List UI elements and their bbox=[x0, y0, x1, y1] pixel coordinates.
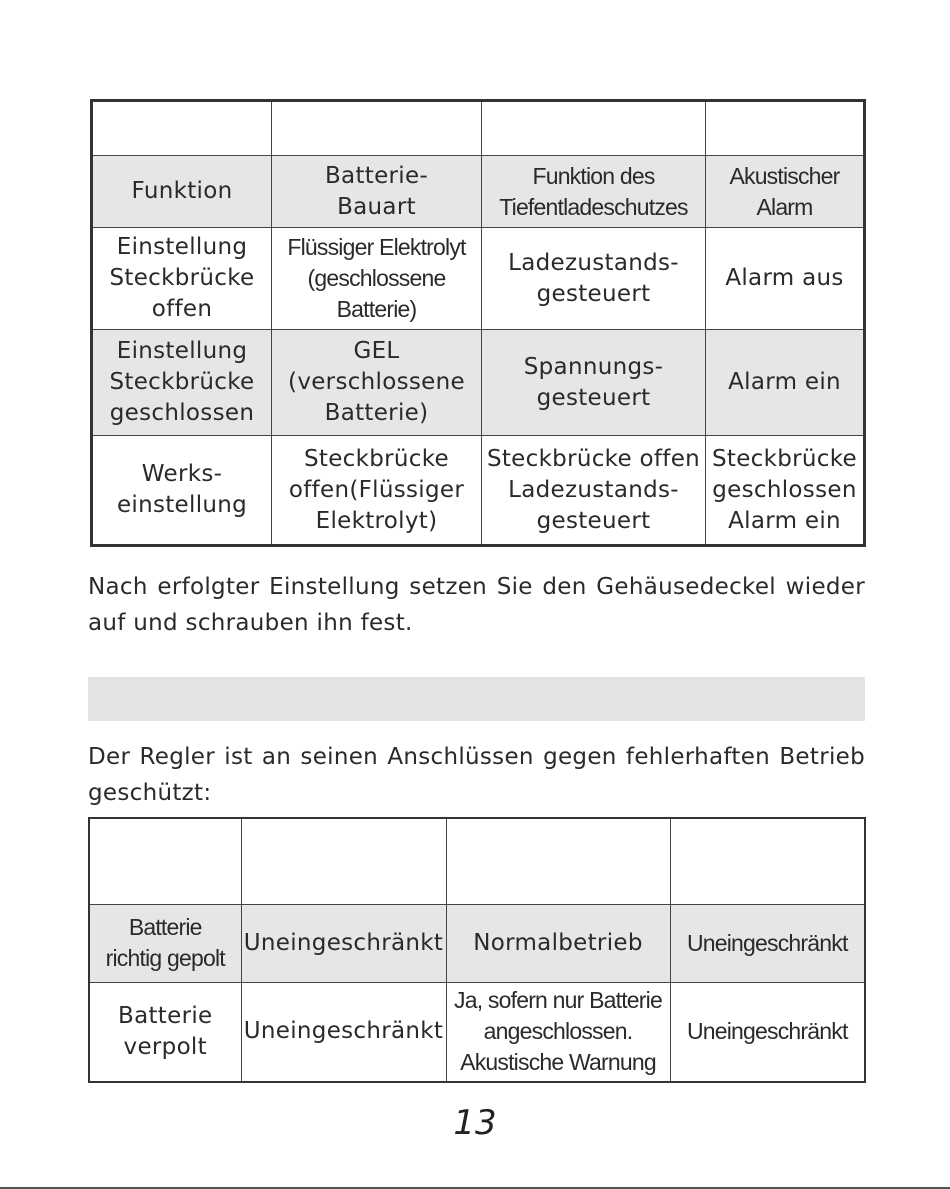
table-row bbox=[89, 818, 865, 904]
table-cell bbox=[706, 101, 865, 156]
protection-intro-text: Der Regler ist an seinen Anschlüssen gegen fehlerhaften Betrieb geschützt: bbox=[88, 744, 865, 806]
table-cell: Alarm ein bbox=[706, 330, 865, 436]
settings-table bbox=[90, 99, 866, 547]
table-cell: GEL (verschlossene Batterie) bbox=[272, 330, 482, 436]
table-cell: Steckbrücke geschlossen Alarm ein bbox=[706, 436, 865, 546]
table-row bbox=[92, 101, 865, 156]
table-cell bbox=[241, 818, 446, 904]
table-cell: Ja, sofern nur Batterie angeschlossen. Akustische Warnung bbox=[446, 982, 670, 1082]
table-cell: Spannungs- gesteuert bbox=[482, 330, 706, 436]
table-cell bbox=[670, 818, 865, 904]
table-cell bbox=[92, 101, 272, 156]
table-cell: Ladezustands- gesteuert bbox=[482, 228, 706, 330]
table-cell: Uneingeschränkt bbox=[241, 982, 446, 1082]
closing-instruction-text: Nach erfolgter Einstellung setzen Sie den Gehäusedeckel wieder auf und schrauben ihn fest. bbox=[88, 574, 865, 636]
protection-table bbox=[88, 817, 866, 1083]
table-cell: Flüssiger Elektrolyt (geschlossene Batterie) bbox=[272, 228, 482, 330]
table-row bbox=[92, 156, 865, 228]
table-cell: Steckbrücke offen(Flüssiger Elektrolyt) bbox=[272, 436, 482, 546]
table-cell: Steckbrücke offen Ladezustands- gesteuert bbox=[482, 436, 706, 546]
table-cell bbox=[446, 818, 670, 904]
table-row bbox=[92, 330, 865, 436]
table-cell: Funktion des Tiefentladeschutzes bbox=[482, 156, 706, 228]
table-row bbox=[89, 982, 865, 1082]
table-cell: Uneingeschränkt bbox=[670, 982, 865, 1082]
table-cell: Alarm aus bbox=[706, 228, 865, 330]
page-number: 13 bbox=[453, 1103, 497, 1143]
table-cell: Einstellung Steckbrücke offen bbox=[92, 228, 272, 330]
table-cell: Werks- einstellung bbox=[92, 436, 272, 546]
table-cell: Akustischer Alarm bbox=[706, 156, 865, 228]
table-row bbox=[89, 904, 865, 982]
table-cell bbox=[482, 101, 706, 156]
table-cell: Uneingeschränkt bbox=[670, 904, 865, 982]
section-heading-bar bbox=[88, 677, 865, 721]
table-cell: Normalbetrieb bbox=[446, 904, 670, 982]
table-cell bbox=[272, 101, 482, 156]
table-cell: Batterie verpolt bbox=[89, 982, 241, 1082]
table-cell: Funktion bbox=[92, 156, 272, 228]
table-cell bbox=[89, 818, 241, 904]
table-row bbox=[92, 436, 865, 546]
table-cell: Einstellung Steckbrücke geschlossen bbox=[92, 330, 272, 436]
table-cell: Batterie- Bauart bbox=[272, 156, 482, 228]
table-cell: Batterie richtig gepolt bbox=[89, 904, 241, 982]
table-cell: Uneingeschränkt bbox=[241, 904, 446, 982]
table-row bbox=[92, 228, 865, 330]
